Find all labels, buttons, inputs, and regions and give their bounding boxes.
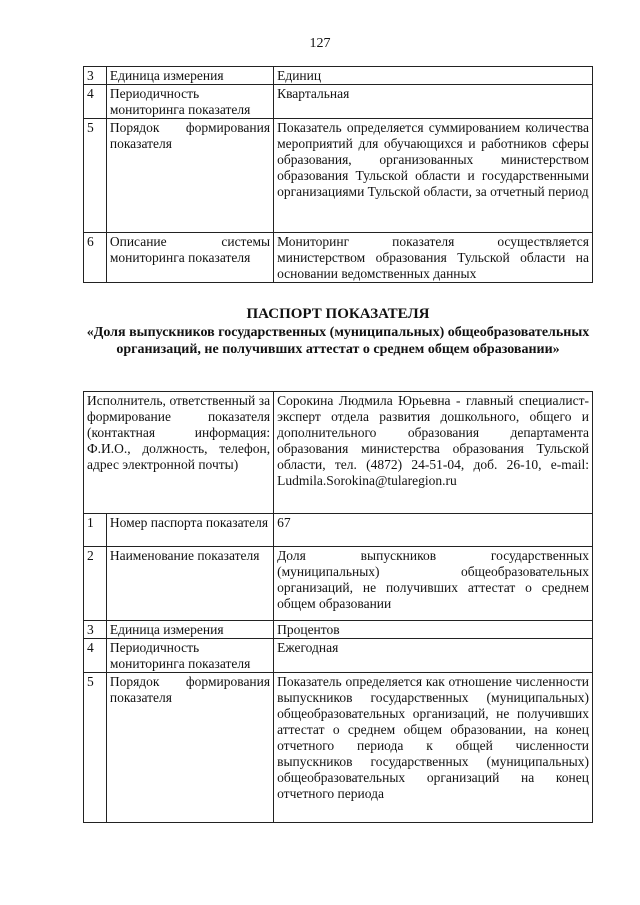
row-value: Показатель определяется как отношение численности выпускников государственных (муниципальных) общеобразовательных организаций, не получивших аттестат о среднем общем образовании, на конец отчетного периода к общей численности выпускников государственных (муниципальных) общеобразовательных организаций на конец отчетного периода [274,673,593,823]
table-row [84,85,593,119]
row-value: Ежегодная [274,639,593,673]
row-value: 67 [274,514,593,547]
page-number: 127 [309,36,331,51]
row-number: 5 [84,119,107,233]
row-label: Периодичность мониторинга показателя [106,85,273,119]
row-number: 6 [84,233,107,283]
row-label: Номер паспорта показателя [106,514,273,547]
table-row [84,621,593,639]
row-number: 1 [84,514,107,547]
executor-label: Исполнитель, ответственный за формирование показателя (контактная информация: Ф.И.О., должность, телефон, адрес электронной почты) [84,392,274,514]
row-number: 3 [84,67,107,85]
indicator-table-continued [83,66,593,283]
table-row [84,639,593,673]
row-label: Описание системы мониторинга показателя [106,233,273,283]
row-number: 4 [84,639,107,673]
table-row [84,673,593,823]
passport-table [83,391,593,823]
row-value: Доля выпускников государственных (муниципальных) общеобразовательных организаций, не получивших аттестат о среднем общем образовании [274,547,593,621]
row-label: Порядок формирования показателя [106,673,273,823]
table-row [84,119,593,233]
table-row [84,67,593,85]
row-value: Процентов [274,621,593,639]
row-number: 3 [84,621,107,639]
table-row [84,547,593,621]
table-row [84,514,593,547]
row-number: 4 [84,85,107,119]
row-number: 2 [84,547,107,621]
table-row [84,233,593,283]
row-label: Периодичность мониторинга показателя [106,639,273,673]
row-label: Единица измерения [106,67,273,85]
passport-subtitle: «Доля выпускников государственных (муниципальных) общеобразовательных организаций, не получивших аттестат о среднем общем образовании» [86,325,590,357]
row-label: Единица измерения [106,621,273,639]
passport-title: ПАСПОРТ ПОКАЗАТЕЛЯ [246,306,430,322]
row-label: Наименование показателя [106,547,273,621]
row-value: Единиц [274,67,593,85]
row-number: 5 [84,673,107,823]
executor-value: Сорокина Людмила Юрьевна - главный специалист-эксперт отдела развития дошкольного, общего и дополнительного образования департамента образования министерства образования Тульской области, тел. (4872) 24-51-04, доб. 26-10, e-mail: Ludmila.Sorokina@tularegion.ru [274,392,593,514]
table-row-executor [84,392,593,514]
row-label: Порядок формирования показателя [106,119,273,233]
row-value: Квартальная [274,85,593,119]
row-value: Мониторинг показателя осуществляется министерством образования Тульской области на основании ведомственных данных [274,233,593,283]
row-value: Показатель определяется суммированием количества мероприятий для обучающихся и работников сферы образования, организованных министерством образования Тульской области и государственными организациями Тульской области, за отчетный период [274,119,593,233]
